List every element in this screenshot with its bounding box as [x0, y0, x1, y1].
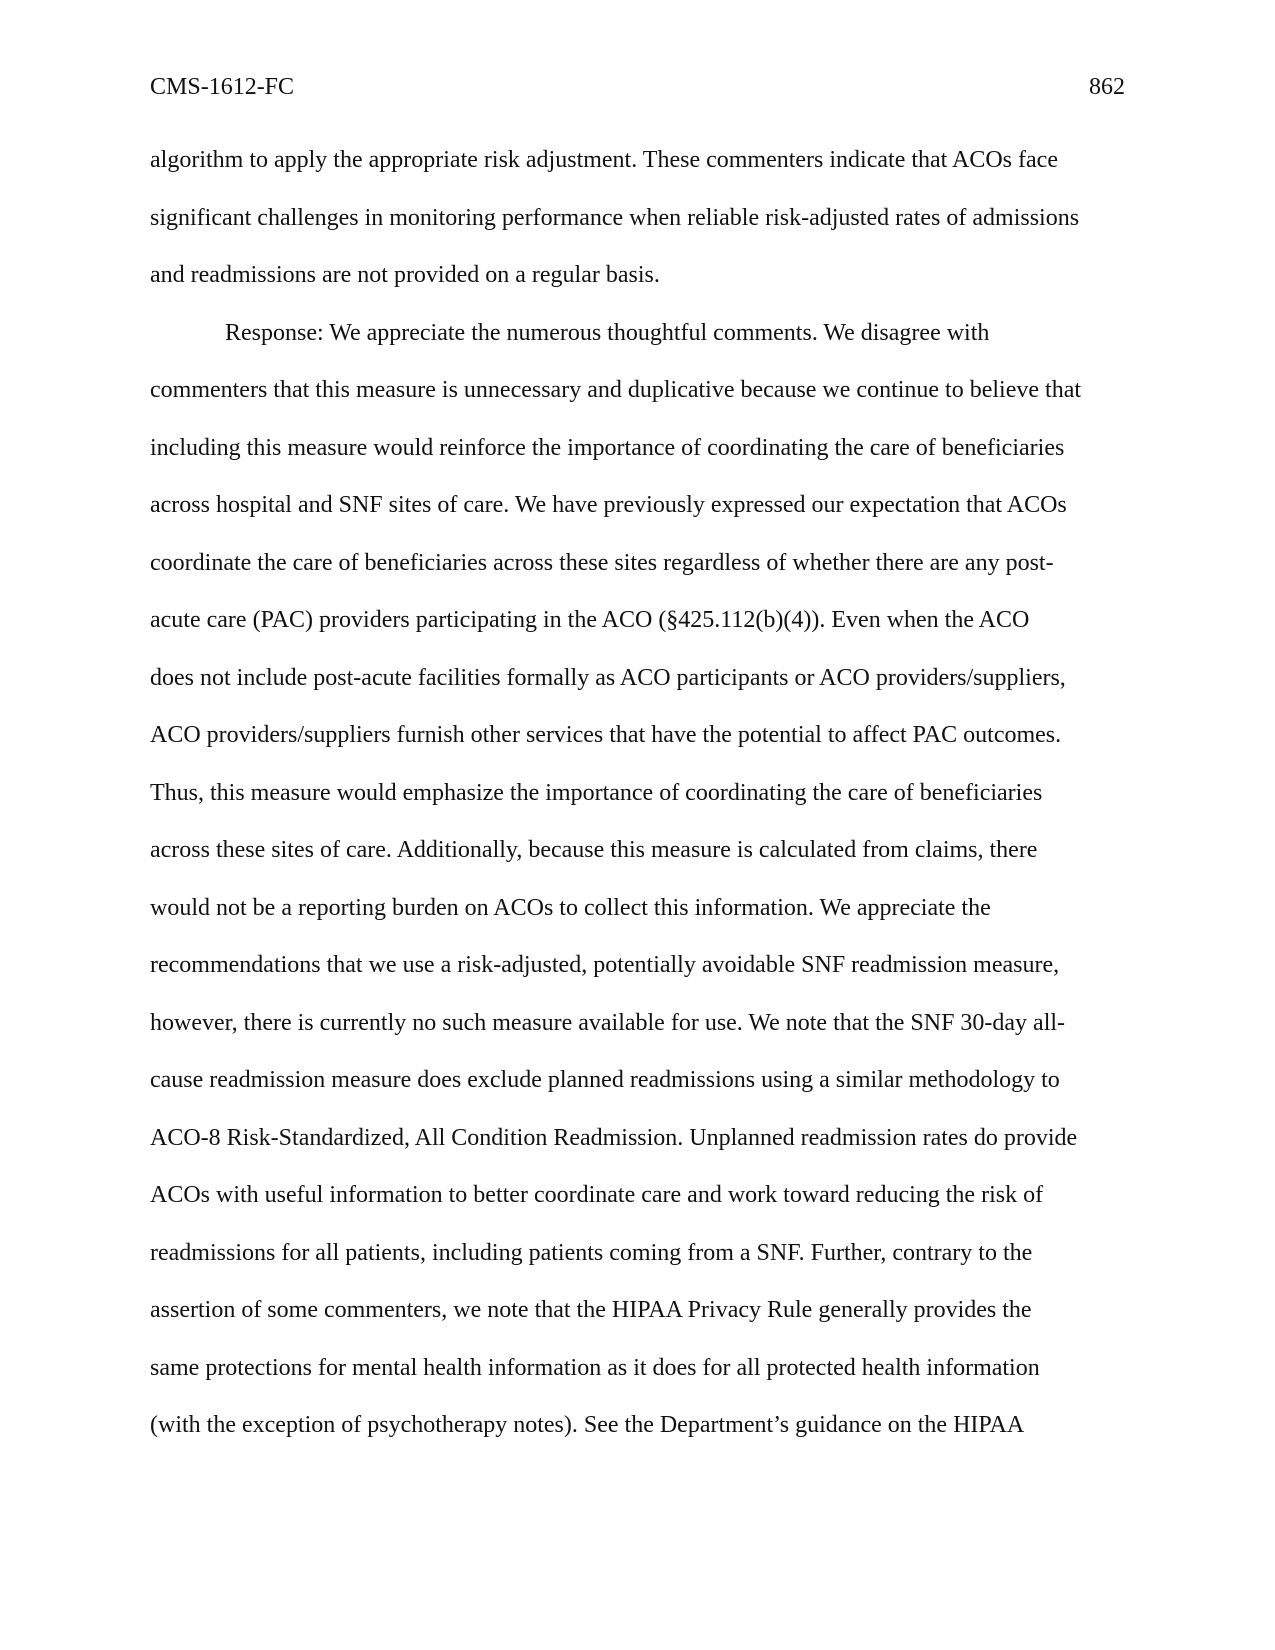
text-line: and readmissions are not provided on a regular basis.	[150, 262, 660, 288]
text-line: would not be a reporting burden on ACOs to collect this information. We appreciate the	[150, 894, 991, 921]
text-line: across these sites of care. Additionally, because this measure is calculated from claims, there	[150, 837, 1038, 863]
text-line: (with the exception of psychotherapy notes). See the Department’s guidance on the HIPAA	[150, 1412, 1025, 1438]
text-line: including this measure would reinforce the importance of coordinating the care of beneficiaries	[150, 434, 1065, 461]
text-line: coordinate the care of beneficiaries across these sites regardless of whether there are any post-	[150, 549, 1054, 576]
document-id: CMS-1612-FC	[150, 74, 295, 100]
text-line: does not include post-acute facilities formally as ACO participants or ACO providers/suppliers,	[150, 664, 1066, 691]
text-line: ACO providers/suppliers furnish other services that have the potential to affect PAC outcomes.	[150, 722, 1062, 748]
text-line: Thus, this measure would emphasize the importance of coordinating the care of beneficiaries	[150, 779, 1043, 806]
text-line: significant challenges in monitoring performance when reliable risk-adjusted rates of admissions	[150, 204, 1080, 231]
text-line: cause readmission measure does exclude planned readmissions using a similar methodology to	[150, 1067, 1060, 1093]
text-line: however, there is currently no such measure available for use. We note that the SNF 30-day all-	[150, 1009, 1066, 1036]
page-number: 862	[1089, 74, 1125, 100]
text-line: across hospital and SNF sites of care. We have previously expressed our expectation that ACOs	[150, 492, 1067, 518]
text-line: assertion of some commenters, we note that the HIPAA Privacy Rule generally provides the	[150, 1297, 1032, 1323]
text-line: algorithm to apply the appropriate risk adjustment. These commenters indicate that ACOs face	[150, 147, 1058, 173]
page-header	[150, 72, 1125, 102]
text-line: ACO-8 Risk-Standardized, All Condition Readmission. Unplanned readmission rates do provide	[150, 1124, 1078, 1151]
text-line: same protections for mental health information as it does for all protected health information	[150, 1354, 1040, 1381]
text-line: ACOs with useful information to better coordinate care and work toward reducing the risk of	[150, 1182, 1044, 1208]
text-line: recommendations that we use a risk-adjusted, potentially avoidable SNF readmission measure,	[150, 952, 1060, 978]
body-text	[150, 145, 1125, 1468]
text-line: readmissions for all patients, including patients coming from a SNF. Further, contrary to the	[150, 1239, 1033, 1266]
text-line: acute care (PAC) providers participating in the ACO (§425.112(b)(4)). Even when the ACO	[150, 607, 1030, 633]
text-line: commenters that this measure is unnecessary and duplicative because we continue to believe that	[150, 377, 1082, 403]
response-paragraph-start: Response: We appreciate the numerous thoughtful comments. We disagree with	[225, 319, 990, 346]
